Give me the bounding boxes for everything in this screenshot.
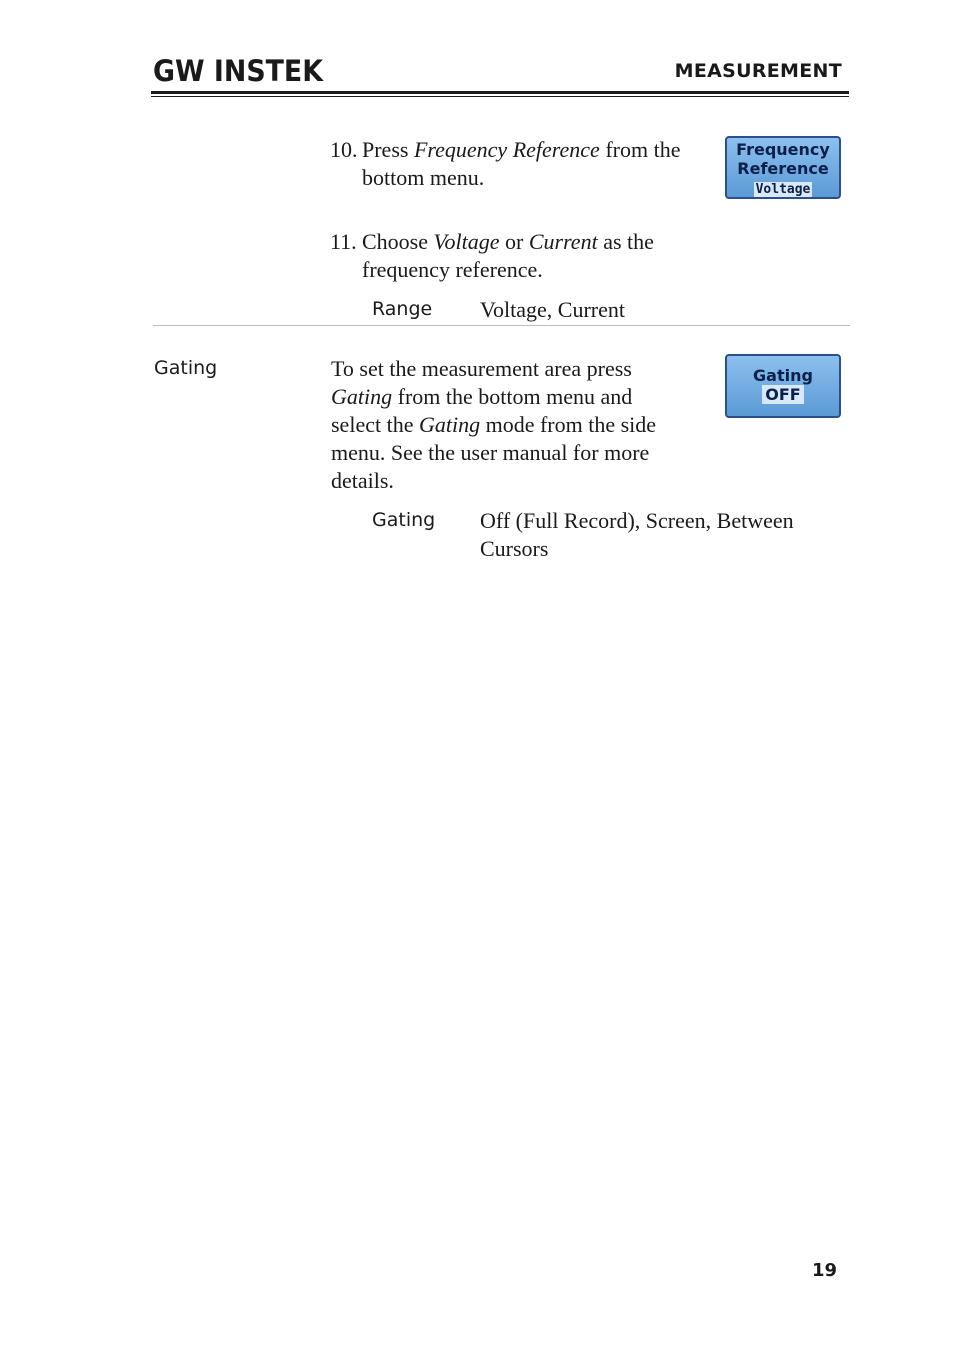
step-emphasis: Frequency Reference xyxy=(413,137,600,162)
step-text: or xyxy=(499,229,529,254)
softkey-label: Frequency xyxy=(736,140,830,159)
step-emphasis: Current xyxy=(528,229,598,254)
param-value-line: Cursors xyxy=(480,536,549,561)
description-emphasis: Gating xyxy=(418,412,481,437)
step-text: Choose xyxy=(362,229,434,254)
description-text: from the bottom menu and xyxy=(392,384,633,409)
description-line xyxy=(331,383,716,411)
logo-text: GW INSTEK xyxy=(153,54,325,86)
step-10 xyxy=(330,136,720,192)
description-text: select the xyxy=(331,412,419,437)
step-text: frequency reference. xyxy=(362,257,543,282)
step-11 xyxy=(330,228,720,284)
description-line: details. xyxy=(331,468,394,493)
step-text: from the xyxy=(599,137,681,162)
range-label: Range xyxy=(372,298,433,320)
gating-param-label: Gating xyxy=(372,509,436,531)
softkey-label: Gating xyxy=(753,366,813,385)
step-number: 10. xyxy=(330,137,358,162)
step-text: Press xyxy=(362,137,414,162)
softkey-value: Voltage xyxy=(755,182,811,197)
param-value-line: Off (Full Record), Screen, Between xyxy=(480,508,794,533)
header-rule-thin xyxy=(151,96,849,97)
page-number: 19 xyxy=(812,1260,838,1281)
description-text: mode from the side xyxy=(480,412,657,437)
section-divider xyxy=(153,325,850,326)
gating-side-label: Gating xyxy=(154,357,218,379)
step-emphasis: Voltage xyxy=(433,229,500,254)
step-text: as the xyxy=(597,229,654,254)
softkey-value: OFF xyxy=(762,385,803,404)
step-number: 11. xyxy=(330,229,357,254)
step-text: bottom menu. xyxy=(362,165,485,190)
header-rule xyxy=(151,91,849,94)
gating-description xyxy=(331,355,716,495)
gating-softkey[interactable] xyxy=(725,354,841,418)
description-line: menu. See the user manual for more xyxy=(331,440,650,465)
description-emphasis: Gating xyxy=(331,384,393,409)
gw-instek-logo xyxy=(153,54,325,86)
softkey-label: Reference xyxy=(737,159,829,178)
frequency-reference-softkey[interactable] xyxy=(725,136,841,199)
gating-param-value xyxy=(480,507,850,563)
section-title: MEASUREMENT xyxy=(674,60,842,82)
description-line xyxy=(331,411,716,439)
range-value: Voltage, Current xyxy=(480,297,626,322)
description-line: To set the measurement area press xyxy=(331,356,632,381)
